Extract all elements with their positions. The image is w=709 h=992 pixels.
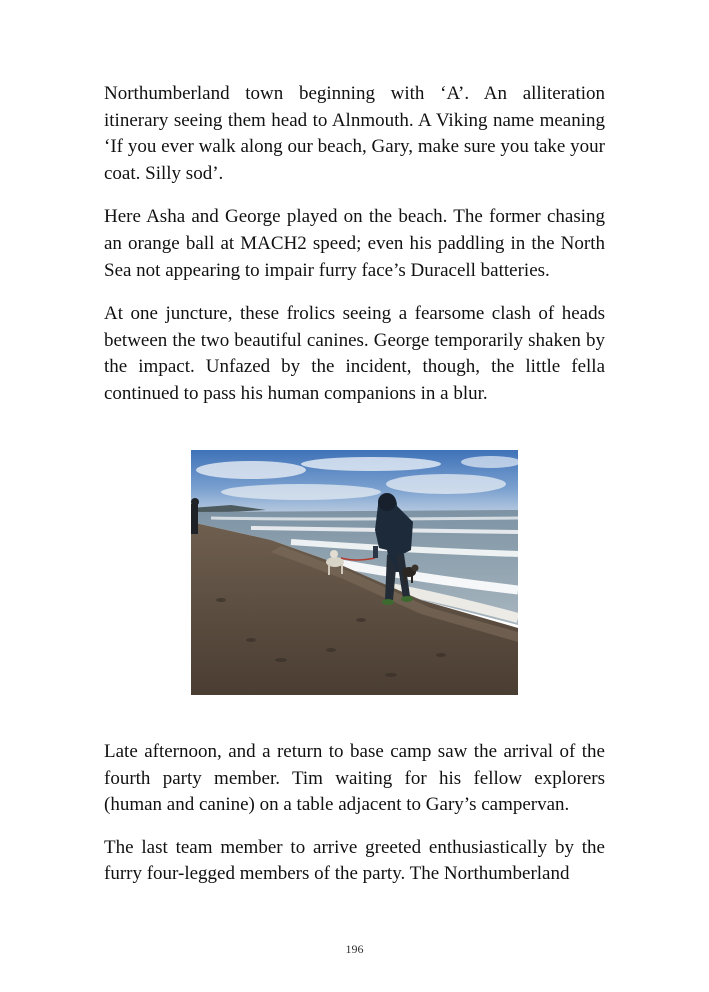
text-block-top <box>104 81 605 408</box>
paragraph: At one juncture, these frolics seeing a fearsome clash of heads between the two beautiful canines. George temporarily shaken by the impact. Unfazed by the incident, though, the little fella continued to pass his human companions in a blur. <box>104 303 605 404</box>
text-block-bottom <box>104 739 605 888</box>
beach-photo <box>191 450 518 695</box>
paragraph: Northumberland town beginning with ‘A’. An alliteration itinerary seeing them head to Alnmouth. A Viking name meaning ‘If you ever walk along our beach, Gary, make sure you take your coat. Silly sod’. <box>104 83 605 184</box>
paragraph: The last team member to arrive greeted enthusiastically by the furry four-legged members of the party. The Northumberland <box>104 836 605 885</box>
page-number: 196 <box>345 942 364 956</box>
paragraph: Late afternoon, and a return to base camp saw the arrival of the fourth party member. Tim waiting for his fellow explorers (human and canine) on a table adjacent to Gary’s campervan. <box>104 741 605 816</box>
paragraph: Here Asha and George played on the beach. The former chasing an orange ball at MACH2 speed; even his paddling in the North Sea not appearing to impair furry face’s Duracell batteries. <box>104 206 605 281</box>
